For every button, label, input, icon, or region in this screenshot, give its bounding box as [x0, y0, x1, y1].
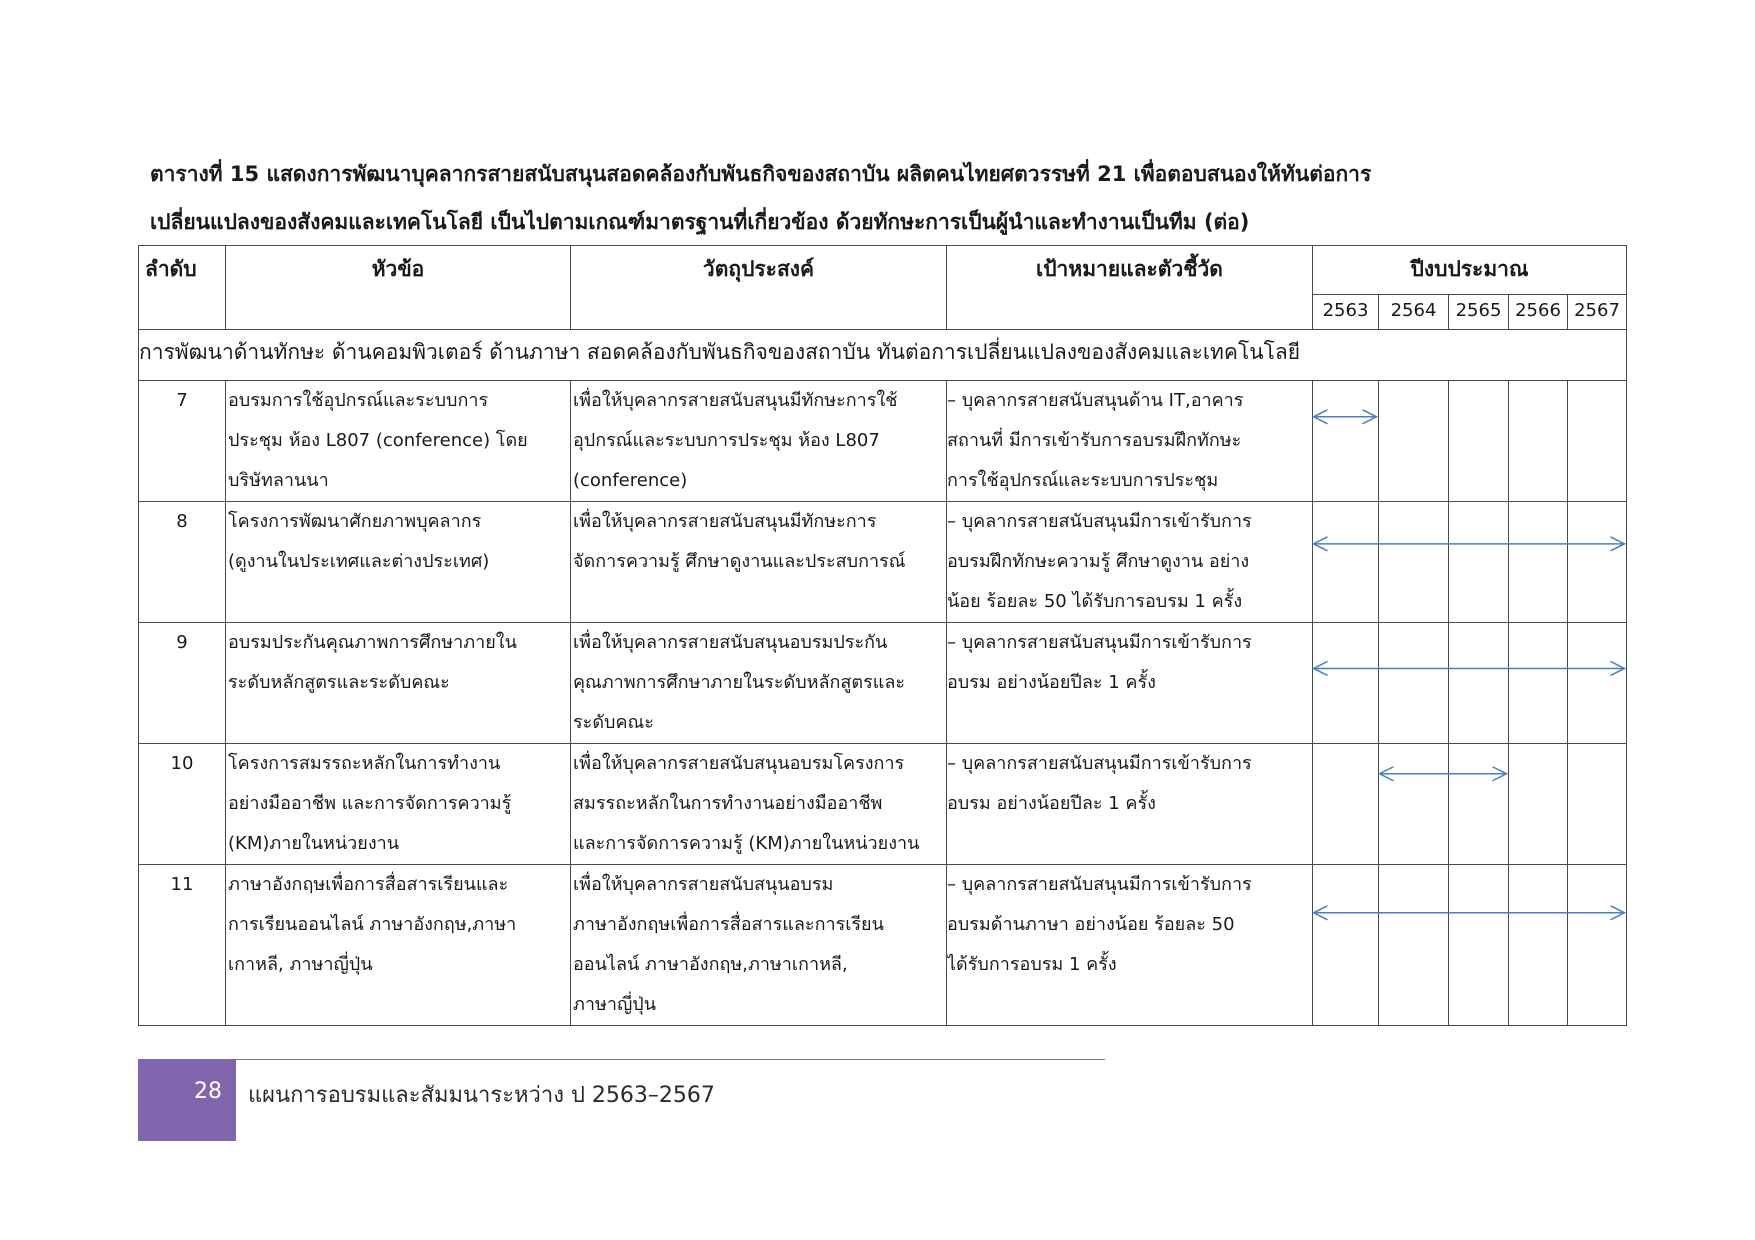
caption-line-1: ตารางที่ 15 แสดงการพัฒนาบุคลากรสายสนับสนุนสอดคล้องกับพันธกิจของสถาบัน ผลิตคนไทยศตวรรษที่ 21 เพื่อตอบสนองให้ทันต่อการ	[150, 162, 1372, 186]
year-2566: 2566	[1509, 295, 1568, 330]
year-2567: 2567	[1568, 295, 1627, 330]
page-number: 28	[194, 1079, 222, 1104]
year-cell-2565	[1449, 623, 1509, 744]
year-cell-2565	[1449, 865, 1509, 1026]
row-target-line: – บุคลากรสายสนับสนุนมีการเข้ารับการ	[947, 511, 1252, 532]
row-objective-line: เพื่อให้บุคลากรสายสนับสนุนอบรม	[573, 874, 834, 895]
row-topic-line: อบรมการใช้อุปกรณ์และระบบการ	[228, 390, 489, 411]
year-cell-2566	[1509, 865, 1568, 1026]
header-target: เป้าหมายและตัวชี้วัด	[947, 246, 1313, 330]
year-2564: 2564	[1379, 295, 1449, 330]
year-cell-2564	[1379, 381, 1449, 502]
year-cell-2563	[1313, 623, 1379, 744]
year-cell-2564	[1379, 865, 1449, 1026]
year-cell-2564	[1379, 502, 1449, 623]
row-target	[947, 502, 1313, 623]
footer-divider	[138, 1059, 1105, 1060]
header-index: ลำดับ	[139, 246, 226, 330]
row-target-line: – บุคลากรสายสนับสนุนมีการเข้ารับการ	[947, 874, 1252, 895]
row-topic-line: ประชุม ห้อง L807 (conference) โดย	[228, 430, 528, 451]
row-target	[947, 381, 1313, 502]
row-objective-line: เพื่อให้บุคลากรสายสนับสนุนมีทักษะการใช้	[573, 390, 898, 411]
row-topic-line: อบรมประกันคุณภาพการศึกษาภายใน	[228, 632, 517, 653]
row-objective-line: เพื่อให้บุคลากรสายสนับสนุนอบรมประกัน	[573, 632, 888, 653]
row-topic-line: การเรียนออนไลน์ ภาษาอังกฤษ,ภาษา	[228, 914, 517, 935]
row-index: 8	[139, 502, 226, 623]
table-row	[139, 623, 1627, 744]
row-objective-line: ระดับคณะ	[573, 712, 654, 733]
row-topic-line: ภาษาอังกฤษเพื่อการสื่อสารเรียนและ	[228, 874, 509, 895]
row-target-line: อบรมฝึกทักษะความรู้ ศึกษาดูงาน อย่าง	[947, 551, 1250, 572]
row-index: 7	[139, 381, 226, 502]
row-target-line: – บุคลากรสายสนับสนุนมีการเข้ารับการ	[947, 632, 1252, 653]
year-cell-2566	[1509, 502, 1568, 623]
row-topic-line: ระดับหลักสูตรและระดับคณะ	[228, 672, 450, 693]
header-topic: หัวข้อ	[226, 246, 571, 330]
year-cell-2566	[1509, 623, 1568, 744]
table-row	[139, 381, 1627, 502]
year-cell-2567	[1568, 865, 1627, 1026]
page-number-box	[138, 1059, 236, 1141]
header-objective: วัตถุประสงค์	[571, 246, 947, 330]
year-cell-2565	[1449, 744, 1509, 865]
year-cell-2567	[1568, 623, 1627, 744]
year-cell-2565	[1449, 502, 1509, 623]
year-cell-2563	[1313, 381, 1379, 502]
row-topic	[226, 865, 571, 1026]
year-cell-2566	[1509, 381, 1568, 502]
row-target-line: การใช้อุปกรณ์และระบบการประชุม	[947, 470, 1219, 491]
row-objective-line: คุณภาพการศึกษาภายในระดับหลักสูตรและ	[573, 672, 906, 693]
row-topic	[226, 502, 571, 623]
row-index: 9	[139, 623, 226, 744]
row-target	[947, 744, 1313, 865]
row-topic-line: (KM)ภายในหน่วยงาน	[228, 833, 400, 854]
row-target	[947, 623, 1313, 744]
table-row	[139, 744, 1627, 865]
year-cell-2564	[1379, 623, 1449, 744]
table-row	[139, 502, 1627, 623]
row-objective-line: ภาษาอังกฤษเพื่อการสื่อสารและการเรียน	[573, 914, 884, 935]
year-cell-2567	[1568, 381, 1627, 502]
row-target-line: ได้รับการอบรม 1 ครั้ง	[947, 954, 1117, 975]
row-topic	[226, 623, 571, 744]
table-row	[139, 865, 1627, 1026]
row-objective-line: ภาษาญี่ปุ่น	[573, 994, 657, 1015]
row-topic-line: โครงการพัฒนาศักยภาพบุคลากร	[228, 511, 482, 532]
row-topic-line: (ดูงานในประเทศและต่างประเทศ)	[228, 551, 490, 572]
row-objective-line: สมรรถะหลักในการทำงานอย่างมืออาชีพ	[573, 793, 883, 814]
table-caption	[150, 150, 1630, 246]
footer-title: แผนการอบรมและสัมมนาระหว่าง ป 2563–2567	[248, 1083, 715, 1108]
row-topic	[226, 381, 571, 502]
year-cell-2565	[1449, 381, 1509, 502]
row-target-line: – บุคลากรสายสนับสนุนมีการเข้ารับการ	[947, 753, 1252, 774]
row-target-line: น้อย ร้อยละ 50 ได้รับการอบรม 1 ครั้ง	[947, 591, 1243, 612]
row-objective	[571, 744, 947, 865]
year-2563: 2563	[1313, 295, 1379, 330]
year-cell-2567	[1568, 502, 1627, 623]
year-cell-2564	[1379, 744, 1449, 865]
training-plan-table	[138, 245, 1627, 1026]
row-topic-line: โครงการสมรรถะหลักในการทำงาน	[228, 753, 501, 774]
row-objective-line: เพื่อให้บุคลากรสายสนับสนุนอบรมโครงการ	[573, 753, 905, 774]
row-target-line: – บุคลากรสายสนับสนุนด้าน IT,อาคาร	[947, 390, 1244, 411]
row-index: 11	[139, 865, 226, 1026]
row-objective-line: เพื่อให้บุคลากรสายสนับสนุนมีทักษะการ	[573, 511, 877, 532]
row-topic-line: บริษัทลานนา	[228, 470, 329, 491]
section-heading: การพัฒนาด้านทักษะ ด้านคอมพิวเตอร์ ด้านภาษา สอดคล้องกับพันธกิจของสถาบัน ทันต่อการเปลี่ยนแปลงของสังคมและเทคโนโลยี	[139, 330, 1627, 381]
row-objective	[571, 381, 947, 502]
row-target-line: อบรม อย่างน้อยปีละ 1 ครั้ง	[947, 793, 1156, 814]
row-target-line: อบรมด้านภาษา อย่างน้อย ร้อยละ 50	[947, 914, 1235, 935]
row-objective-line: อุปกรณ์และระบบการประชุม ห้อง L807	[573, 430, 880, 451]
year-cell-2567	[1568, 744, 1627, 865]
year-2565: 2565	[1449, 295, 1509, 330]
row-target	[947, 865, 1313, 1026]
year-cell-2563	[1313, 502, 1379, 623]
row-topic-line: อย่างมืออาชีพ และการจัดการความรู้	[228, 793, 512, 814]
year-cell-2563	[1313, 865, 1379, 1026]
row-objective-line: จัดการความรู้ ศึกษาดูงานและประสบการณ์	[573, 551, 906, 572]
row-topic-line: เกาหลี, ภาษาญี่ปุ่น	[228, 954, 373, 975]
row-topic	[226, 744, 571, 865]
year-cell-2563	[1313, 744, 1379, 865]
caption-line-2: เปลี่ยนแปลงของสังคมและเทคโนโลยี เป็นไปตามเกณฑ์มาตรฐานที่เกี่ยวข้อง ด้วยทักษะการเป็นผู้นำและทำงานเป็นทีม (ต่อ)	[150, 210, 1250, 234]
row-objective-line: (conference)	[573, 470, 688, 491]
row-objective	[571, 502, 947, 623]
row-objective	[571, 623, 947, 744]
row-index: 10	[139, 744, 226, 865]
row-target-line: อบรม อย่างน้อยปีละ 1 ครั้ง	[947, 672, 1156, 693]
row-target-line: สถานที่ มีการเข้ารับการอบรมฝึกทักษะ	[947, 430, 1242, 451]
year-cell-2566	[1509, 744, 1568, 865]
row-objective	[571, 865, 947, 1026]
row-objective-line: และการจัดการความรู้ (KM)ภายในหน่วยงาน	[573, 833, 920, 854]
row-objective-line: ออนไลน์ ภาษาอังกฤษ,ภาษาเกาหลี,	[573, 954, 848, 975]
header-budget-year: ปีงบประมาณ	[1313, 246, 1627, 295]
